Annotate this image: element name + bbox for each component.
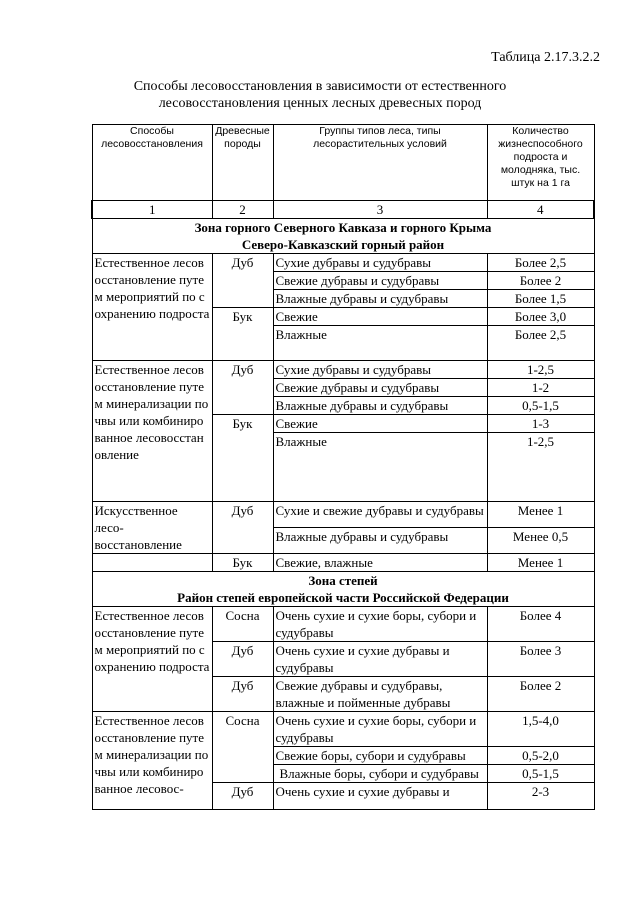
table-row	[92, 254, 594, 272]
quantity-cell: 1-2	[487, 379, 594, 397]
title-line-1: Способы лесовосстановления в зависимости от естественного	[133, 79, 507, 94]
column-number-row	[92, 201, 594, 219]
species-cell: Бук	[212, 308, 273, 361]
species-cell: Дуб	[212, 642, 273, 677]
forest-type-cell: Влажные дубравы и судубравы	[273, 528, 487, 554]
forest-type-cell: Свежие дубравы и судубравы, влажные и пойменные дубравы	[273, 677, 487, 712]
method-cell: Естественное лесовосстановление путем мероприятий по сохранению подроста	[92, 607, 212, 712]
table-row	[92, 554, 594, 572]
forest-type-cell: Свежие	[273, 308, 487, 326]
header-row	[92, 125, 594, 201]
quantity-cell: Более 2,5	[487, 254, 594, 272]
zone-title: Зона горного Северного Кавказа и горного Крыма	[194, 220, 492, 235]
method-cell: Искусственное лесо-восстановление	[92, 502, 212, 554]
quantity-cell: 1-2,5	[487, 361, 594, 379]
forest-type-cell: Свежие дубравы и судубравы	[273, 272, 487, 290]
region-title: Район степей европейской части Российской Федерации	[177, 590, 509, 605]
table-title	[0, 78, 640, 112]
forest-type-cell: Очень сухие и сухие боры, субори и судубравы	[273, 607, 487, 642]
col-header-quantity: Количество жизнеспособного подроста и молодняка, тыс. штук на 1 га	[487, 125, 594, 201]
forest-type-cell: Свежие боры, субори и судубравы	[273, 747, 487, 765]
quantity-cell: 1-2,5	[487, 433, 594, 502]
forest-type-cell: Сухие дубравы и судубравы	[273, 254, 487, 272]
col-number: 4	[487, 201, 594, 219]
zone-header	[92, 219, 594, 254]
quantity-cell: 1,5-4,0	[487, 712, 594, 747]
zone-header	[92, 572, 594, 607]
method-cell: Естественное лесовосстановление путем мероприятий по сохранению подроста	[92, 254, 212, 361]
region-title: Северо-Кавказский горный район	[241, 237, 445, 252]
forest-type-cell: Влажные дубравы и судубравы	[273, 290, 487, 308]
quantity-cell: Менее 0,5	[487, 528, 594, 554]
col-number: 3	[273, 201, 487, 219]
quantity-cell: Более 4	[487, 607, 594, 642]
forest-type-cell: Свежие дубравы и судубравы	[273, 379, 487, 397]
table-row	[92, 607, 594, 642]
col-header-species: Древесные породы	[212, 125, 273, 201]
quantity-cell: Более 2	[487, 677, 594, 712]
quantity-cell: 1-3	[487, 415, 594, 433]
zone-header-row	[92, 219, 594, 254]
quantity-cell: Более 1,5	[487, 290, 594, 308]
species-cell: Сосна	[212, 607, 273, 642]
method-cell: Естественное лесовосстановление путем минерализации почвы или комбинированное лесовос-	[92, 712, 212, 810]
forest-type-cell: Влажные боры, субори и судубравы	[273, 765, 487, 783]
col-header-methods: Способы лесовосстановления	[92, 125, 212, 201]
quantity-cell: Более 3	[487, 642, 594, 677]
quantity-cell: Менее 1	[487, 502, 594, 528]
quantity-cell: 0,5-1,5	[487, 397, 594, 415]
species-cell: Бук	[212, 554, 273, 572]
forest-type-cell: Сухие дубравы и судубравы	[273, 361, 487, 379]
table-row	[92, 361, 594, 379]
quantity-cell: Более 2,5	[487, 326, 594, 361]
quantity-cell: 0,5-1,5	[487, 765, 594, 783]
forest-type-cell: Очень сухие и сухие дубравы и судубравы	[273, 642, 487, 677]
forest-type-cell: Очень сухие и сухие дубравы и	[273, 783, 487, 810]
col-number: 2	[212, 201, 273, 219]
quantity-cell: 2-3	[487, 783, 594, 810]
forest-type-cell: Влажные	[273, 433, 487, 502]
species-cell: Дуб	[212, 254, 273, 308]
col-header-forest-types: Группы типов леса, типы лесорастительных условий	[273, 125, 487, 201]
forest-type-cell: Сухие и свежие дубравы и судубравы	[273, 502, 487, 528]
reforestation-table	[91, 124, 595, 810]
species-cell: Дуб	[212, 677, 273, 712]
table-row	[92, 712, 594, 747]
quantity-cell: Менее 1	[487, 554, 594, 572]
quantity-cell: 0,5-2,0	[487, 747, 594, 765]
forest-type-cell: Очень сухие и сухие боры, субори и судубравы	[273, 712, 487, 747]
table-number: Таблица 2.17.3.2.2	[491, 50, 600, 65]
forest-type-cell: Свежие	[273, 415, 487, 433]
forest-type-cell: Влажные дубравы и судубравы	[273, 397, 487, 415]
method-cell	[92, 554, 212, 572]
method-cell: Естественное лесовосстановление путем минерализации почвы или комбинированное лесовосстановление	[92, 361, 212, 502]
table-row	[92, 502, 594, 528]
species-cell: Дуб	[212, 783, 273, 810]
species-cell: Сосна	[212, 712, 273, 783]
col-number: 1	[92, 201, 212, 219]
species-cell: Дуб	[212, 502, 273, 554]
forest-type-cell: Свежие, влажные	[273, 554, 487, 572]
zone-header-row	[92, 572, 594, 607]
species-cell: Бук	[212, 415, 273, 502]
species-cell: Дуб	[212, 361, 273, 415]
quantity-cell: Более 2	[487, 272, 594, 290]
zone-title: Зона степей	[308, 573, 378, 588]
forest-type-cell: Влажные	[273, 326, 487, 361]
quantity-cell: Более 3,0	[487, 308, 594, 326]
title-line-2: лесовосстановления ценных лесных древесных пород	[158, 96, 482, 111]
